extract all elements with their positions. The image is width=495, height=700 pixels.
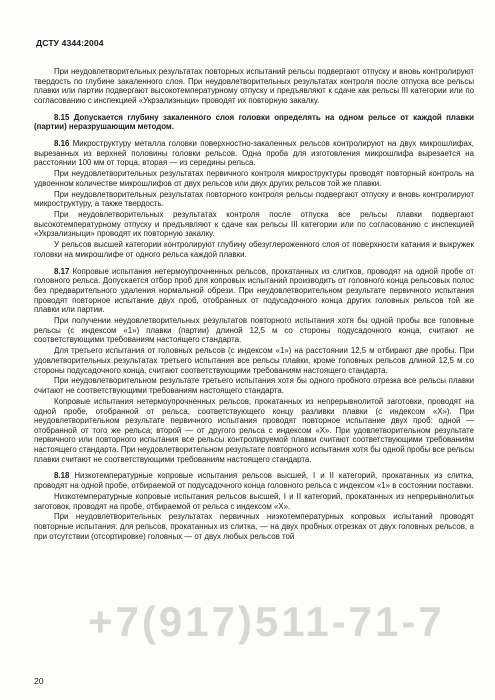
page-number: 20 [34, 676, 44, 686]
paragraph: При неудовлетворительных результатах повторных испытаний рельсы подвергают отпуску и вновь контролируют твердость по глубине закаленного слоя. При неудовлетворительных результатах контроля после отпуска все рельсы плавки или партии подвергают высокотемпературному отпуску и предъявляют к сдаче как рельсы III категории или по согласованию с инспекцией «Укрзализныци» проводят их повторную закалку. [34, 67, 474, 105]
paragraph: У рельсов высшей категории контролируют глубину обезуглероженного слоя от поверхности катания и выкружек головки на микрошлифе от одного рельса каждой плавки. [34, 240, 474, 259]
paragraph: Копровые испытания нетермоупрочненных рельсов, прокатанных из непрерывнолитой заготовки, проводят на одной пробе, отобранной от рельса, соответствующего концу разливки плавки (с индексом «Х»). При неудовлетворительном результате первичного испытания проводят повторное испытание двух проб: одной — отобранной от того же рельса; второй — от другого рельса с индексом «Х». При удовлетворительном результате первичного или повторного испытания все рельсы контролируемой плавки считают соответствующими требованиям настоящего стандарта. При неудовлетворительном результате повторного испытания хотя бы одной пробы все рельсы плавки считают не соответствующими требованиям настоящего стандарта. [34, 396, 474, 464]
paragraph-8-17: 8.17 Копровые испытания нетермоупрочненных рельсов, прокатанных из слитков, проводят на одной пробе от головного рельса. Допускается отбор проб для копровых испытаний производить от головного конца рельсовых полос без предварительного удаления нормальной обрези. При неудовлетворительном результате первичного испытания проводят повторное испытание двух проб, отобранных от подусадочного конца других головных рельсов той же плавки или партии. [34, 266, 474, 315]
section-number: 8.18 [54, 471, 70, 481]
paragraph: При неудовлетворительных результатах контроля после отпуска все рельсы плавки подвергают высокотемпературному отпуску и предъявляют к сдаче как рельсы III категории или по согласованию с инспекцией «Укрзализныци» проводят их повторную закалку. [34, 210, 474, 239]
paragraph: При получении неудовлетворительных результатов повторного испытания хотя бы одной пробы все головные рельсы (с индексом «1») плавки (партии) длиной 12,5 м со стороны подусадочного конца, считают не соответствующими требованиям настоящего стандарта. [34, 316, 474, 345]
paragraph: При неудовлетворительных результатах повторного контроля рельсы подвергают отпуску и вновь контролируют микроструктуру, а также твердость. [34, 189, 474, 209]
phone-watermark: +7(917)511-71-7 [88, 598, 445, 645]
paragraph: При неудовлетворительном результате третьего испытания хотя бы одного пробного отрезка все рельсы плавки считают не соответствующими требованиям настоящего стандарта. [34, 376, 474, 395]
paragraph-8-16: 8.16 Микроструктуру металла головки поверхностно-закаленных рельсов контролируют на двух микрошлифах, вырезанных из верхней половины головки рельсов. Одна проба для изготовления микрошлифа вырезается на расстоянии 100 мм от торца, вторая — из середины рельса. [34, 138, 474, 168]
section-number: 8.15 [54, 112, 70, 122]
paragraph: Для третьего испытания от головных рельсов (с индексом «1») на расстоянии 12,5 м отбирают две пробы. При удовлетворительных результатах третьего испытания все рельсы плавки, кроме головных рельсов длиной 12,5 м со стороны подусадочного конца, считают соответствующими требованиям настоящего стандарта. [34, 346, 474, 375]
paragraph-8-18: 8.18 Низкотемпературные копровые испытания рельсов высшей, I и II категорий, прокатанных из слитка, проводят на одной пробе, отбираемой от подусадочного конца головного рельса с индексом «1» в состоянии поставки. [34, 471, 474, 491]
paragraph: При неудовлетворительных результатах первичных низкотемпературных копровых испытаний проводят повторные испытания: для рельсов, прокатанных из слитка, — на двух пробных отрезках от двух головных рельсов, а при отсутствии (отсортировке) головных — от двух любых рельсов той [34, 512, 474, 541]
paragraph: При неудовлетворительных результатах первичного контроля микроструктуры проводят повторный контроль на удвоенном количестве микрошлифов от двух рельсов или двух других рельсов той же плавки. [34, 169, 474, 188]
paragraph: Низкотемпературные копровые испытания рельсов высшей, I и II категорий, прокатанных из непрерывнолитых заготовок, проводят на пробе, отбираемой от рельса с индексом «Х». [34, 491, 474, 511]
paragraph-8-15: 8.15 Допускается глубину закаленного слоя головки определять на одном рельсе от каждой плавки (партии) неразрушающим методом. [34, 112, 474, 132]
section-number: 8.16 [54, 138, 70, 148]
section-number: 8.17 [54, 266, 70, 276]
document-body [34, 67, 474, 543]
document-id-header: ДСТУ 4344:2004 [36, 38, 104, 48]
